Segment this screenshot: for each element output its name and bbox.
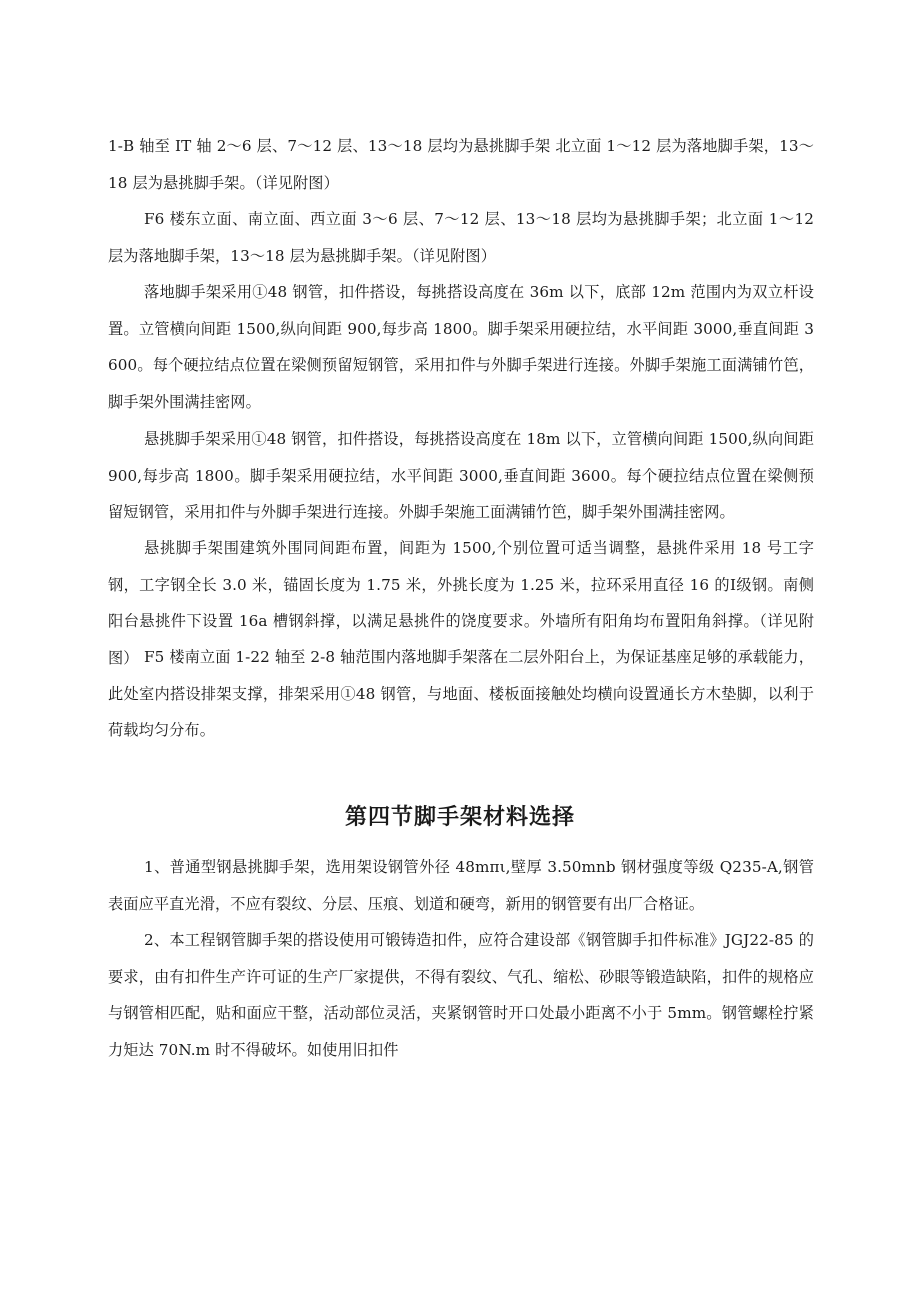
paragraph-cantilever-scaffold: 悬挑脚手架采用①48 钢管，扣件搭设，每挑搭设高度在 18m 以下，立管横向间距 1500,纵向间距 900,每步高 1800。脚手架采用硬拉结，水平间距 3000,垂直间距 3600。每个硬拉结点位置在梁侧预留短钢管，采用扣件与外脚手架进行连接。外脚手架施工面满铺竹笆，脚手架外围满挂密网。	[108, 430, 814, 521]
paragraph-steel-pipe-spec: 1、普通型钢悬挑脚手架，选用架设钢管外径 48mπι,壁厚 3.50mnb 钢材强度等级 Q235-A,钢管表面应平直光滑，不应有裂纹、分层、压痕、划道和硬弯，新用的钢管要有出厂合格证。	[108, 858, 814, 913]
paragraph-floor-scaffold: 落地脚手架采用①48 钢管，扣件搭设，每挑搭设高度在 36m 以下，底部 12m 范围内为双立杆设置。立管横向间距 1500,纵向间距 900,每步高 1800。脚手架采用硬拉结，水平间距 3000,垂直间距 3600。每个硬拉结点位置在梁侧预留短钢管，采用扣件与外脚手架进行连接。外脚手架施工面满铺竹笆，脚手架外围满挂密网。	[108, 283, 814, 411]
paragraph-cantilever-layout: 悬挑脚手架围建筑外围同间距布置，间距为 1500,个别位置可适当调整，悬挑件采用 18 号工字钢，工字钢全长 3.0 米，锚固长度为 1.75 米，外挑长度为 1.25 米，拉环采用直径 16 的Ⅰ级钢。南侧阳台悬挑件下设置 16a 槽钢斜撑，以满足悬挑件的饶度要求。外墙所有阳角均布置阳角斜撑。（详见附图）	[108, 539, 814, 667]
paragraph-coupler-spec: 2、本工程钢管脚手架的搭设使用可锻铸造扣件，应符合建设部《钢管脚手扣件标准》JGJ22-85 的要求，由有扣件生产许可证的生产厂家提供，不得有裂纹、气孔、缩松、砂眼等锻造缺陷，扣件的规格应与钢管相匹配，贴和面应干整，活动部位灵活，夹紧钢管时开口处最小距离不小于 5mm。钢管螺栓拧紧力矩达 70N.m 时不得破坏。如使用旧扣件	[108, 931, 814, 1059]
paragraph-f6-elevations: F6 楼东立面、南立面、西立面 3～6 层、7～12 层、13～18 层均为悬挑脚手架；北立面 1～12 层为落地脚手架，13～18 层为悬挑脚手架。（详见附图）	[108, 210, 814, 265]
paragraph-f5-support: F5 楼南立面 1-22 轴至 2-8 轴范围内落地脚手架落在二层外阳台上，为保证基座足够的承载能力，此处室内搭设排架支撑，排架采用①48 钢管，与地面、楼板面接触处均横向设置通长方木垫脚，以利于荷载均匀分布。	[108, 648, 814, 739]
section-title: 第四节脚手架材料选择	[344, 805, 575, 830]
paragraph-elevation-scope: 1-B 轴至 IT 轴 2～6 层、7～12 层、13～18 层均为悬挑脚手架 北立面 1～12 层为落地脚手架，13～18 层为悬挑脚手架。（详见附图）	[108, 137, 814, 192]
